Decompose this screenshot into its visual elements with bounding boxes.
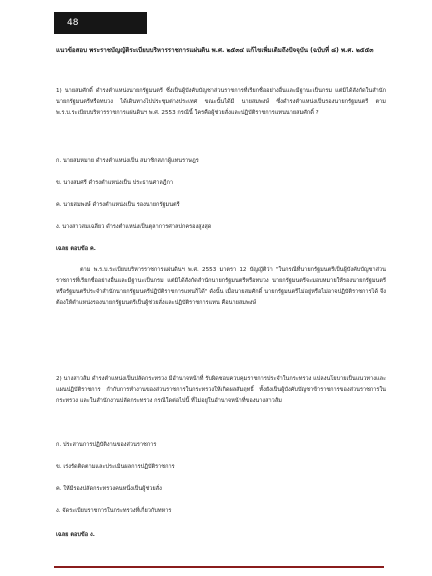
question-2-option-b: ข. เร่งรัดติดตามและประเมินผลการปฏิบัติราชการ bbox=[56, 464, 175, 470]
question-2-text: 2) นางสาวส้ม ดำรงตำแหน่งเป็นปลัดกระทรวง มีอำนาจหน้าที่ รับผิดชอบควบคุมราชการประจำในกระทรวง แปลงนโยบายเป็นแนวทางและแผนปฏิบัติราชการ กำกับการทำงานของส่วนราชการในกระทรวงให้เกิดผลสัมฤทธิ์ ทั้งยังเป็นผู้บังคับบัญชาข้าราชการของส่วนราชการในกระทรวง และในสำนักงานปลัดกระทรวง กรณีใดต่อไปนี้ ที่ไม่อยู่ในอำนาจหน้าที่ของนางสาวส้ม bbox=[56, 376, 386, 404]
question-1-answer: เฉลย ตอบข้อ ค. bbox=[56, 246, 96, 252]
question-1-option-c: ค. นายสมพงษ์ ดำรงตำแหน่งเป็น รองนายกรัฐมนตรี bbox=[56, 202, 180, 208]
question-1-text: 1) นายสมศักดิ์ ดำรงตำแหน่งนายกรัฐมนตรี ซึ่งเป็นผู้บังคับบัญชาส่วนราชการที่เรียกชื่ออย่างอื่นและมีฐานะเป็นกรม แต่มิได้สังกัดในสำนักนายกรัฐมนตรีหรือทบวง ได้เดินทางไปประชุมต่างประเทศ ขณะนั้นได้มี นายสมพงษ์ ซึ่งดำรงตำแหน่งเป็นรองนายกรัฐมนตรี ตาม พ.ร.บ.ระเบียบบริหารราชการแผ่นดินฯ พ.ศ. 2553 กรณีนี้ ใครคือผู้ช่วยสั่งและปฏิบัติราชการแทนนายสมศักดิ์ ? bbox=[56, 88, 386, 116]
question-1-option-b: ข. นางสมศรี ดำรงตำแหน่งเป็น ประธานศาลฎีกา bbox=[56, 180, 174, 186]
question-1-explanation: ตาม พ.ร.บ.ระเบียบบริหารราชการแผ่นดินฯ พ.ศ. 2553 มาตรา 12 บัญญัติว่า "ในกรณีที่นายกรัฐมนตรีเป็นผู้บังคับบัญชาส่วนราชการที่เรียกชื่ออย่างอื่นและมีฐานะเป็นกรม แต่มิได้สังกัดสำนักนายกรัฐมนตรีหรือทบวง นายกรัฐมนตรีจะมอบหมายให้รองนายกรัฐมนตรี หรือรัฐมนตรีประจำสำนักนายกรัฐมนตรีปฏิบัติราชการแทนก็ได้" ดังนั้น เมื่อนายสมศักดิ์ นายกรัฐมนตรีไม่อยู่หรือไม่อาจปฏิบัติราชการได้ จึงต้องให้ตำแหน่งรองนายกรัฐมนตรีเป็นผู้ช่วยสั่งและปฏิบัติราชการแทน คือนายสมพงษ์ bbox=[56, 267, 386, 306]
page-title: แนวข้อสอบ พระราชบัญญัติระเบียบบริหารราชการแผ่นดิน พ.ศ. ๒๕๓๔ แก้ไขเพิ่มเติมถึงปัจจุบัน (ฉบับที่ ๘) พ.ศ. ๒๕๕๓ bbox=[56, 47, 374, 54]
bottom-divider bbox=[54, 566, 384, 568]
question-2-option-c: ค. ให้มีรองปลัดกระทรวงคนหนึ่งเป็นผู้ช่วยสั่ง bbox=[56, 486, 162, 492]
page-number: 48 bbox=[54, 12, 147, 34]
question-1-option-a: ก. นายสมหมาย ดำรงตำแหน่งเป็น สมาชิกสภาผู้แทนราษฎร bbox=[56, 158, 199, 164]
question-2-option-d: ง. จัดระเบียบราชการในกระทรวงที่เกี่ยวกับทหาร bbox=[56, 508, 172, 514]
question-2-option-a: ก. ประสานการปฏิบัติงานของส่วนราชการ bbox=[56, 442, 157, 448]
question-2-answer: เฉลย ตอบข้อ ง. bbox=[56, 532, 95, 538]
question-1-option-d: ง. นางสาวสมเฉลียว ดำรงตำแหน่งเป็นตุลาการศาลปกครองสูงสุด bbox=[56, 224, 212, 230]
